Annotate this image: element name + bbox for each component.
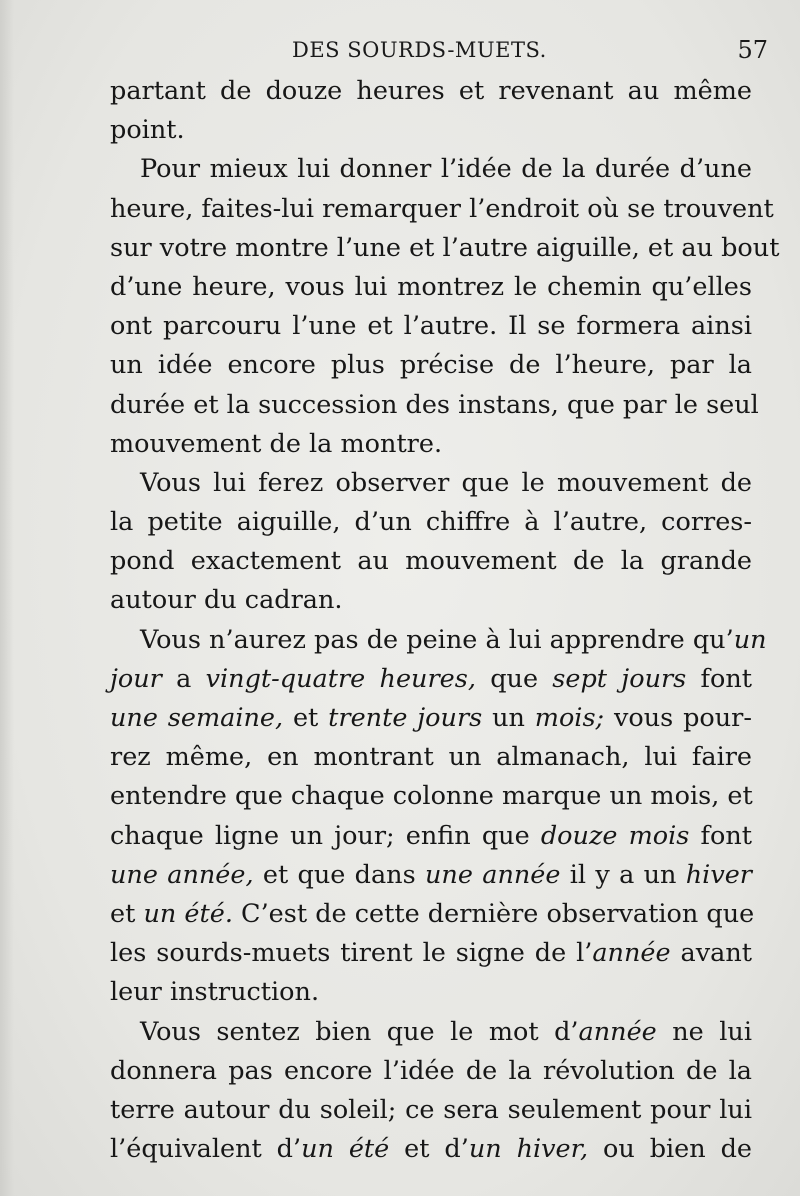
text-run: ne lui: [656, 1016, 752, 1047]
italic-text: vingt-quatre heures,: [205, 663, 476, 694]
text-line: [110, 1052, 752, 1091]
text-line: [110, 973, 752, 1012]
text-line: [110, 190, 774, 229]
text-run: autour du cadran.: [110, 585, 343, 616]
italic-text: année: [592, 938, 671, 969]
text-line: [110, 111, 752, 150]
text-run: un: [482, 703, 535, 733]
text-run: leur instruction.: [110, 977, 320, 1008]
text-run: font: [686, 663, 752, 694]
text-line: [110, 229, 780, 268]
text-line: [110, 542, 752, 581]
text-run: la petite aiguille, d’un chiffre à l’autre, corres-: [110, 507, 752, 538]
italic-text: un hiver,: [468, 1134, 589, 1165]
text-line: [110, 934, 752, 973]
text-run: chaque ligne un jour; enfin que: [110, 820, 541, 851]
text-run: et: [283, 703, 329, 733]
text-run: avant: [670, 938, 752, 969]
text-run: sur votre montre l’une et l’autre aiguille, et au bout: [110, 232, 780, 263]
italic-text: un: [733, 624, 767, 655]
text-run: Vous sentez bien que le mot d’: [140, 1016, 579, 1047]
text-run: entendre que chaque colonne marque un mois, et: [110, 781, 753, 812]
text-run: Pour mieux lui donner l’idée de la durée d’une: [140, 154, 752, 185]
text-line: [110, 346, 752, 385]
text-line: [110, 699, 752, 738]
text-run: que: [475, 663, 553, 694]
italic-text: sept jours: [552, 663, 687, 694]
text-run: point.: [110, 115, 185, 146]
text-run: d’une heure, vous lui montrez le chemin qu’elles: [110, 271, 752, 302]
text-line: [110, 1091, 752, 1130]
text-line: [110, 817, 752, 856]
text-line: [110, 150, 752, 189]
text-run: Vous n’aurez pas de peine à lui apprendre qu’: [140, 624, 734, 655]
text-run: et que dans: [253, 859, 425, 890]
text-run: ont parcouru l’une et l’autre. Il se formera ainsi: [110, 311, 752, 342]
text-line: [110, 1013, 752, 1052]
text-line: [110, 268, 752, 307]
text-line: [110, 307, 752, 346]
text-run: donnera pas encore l’idée de la révolution de la: [110, 1055, 752, 1086]
running-title: DES SOURDS-MUETS.: [292, 38, 547, 62]
text-run: Vous lui ferez observer que le mouvement de: [140, 467, 752, 498]
text-run: a: [161, 663, 206, 694]
text-run: partant de douze heures et revenant au même: [110, 76, 752, 106]
italic-text: une semaine,: [110, 703, 284, 733]
text-run: un idée encore plus précise de l’heure, par la: [110, 350, 752, 381]
text-run: mouvement de la montre.: [110, 428, 443, 459]
text-run: ou bien de: [588, 1134, 752, 1165]
text-run: les sourds-muets tirent le signe de l’: [110, 938, 593, 969]
text-run: et: [110, 898, 144, 929]
text-run: heure, faites-lui remarquer l’endroit où se trouvent: [110, 193, 774, 224]
text-line: [110, 1130, 752, 1169]
text-run: terre autour du soleil; ce sera seulement pour lui: [110, 1094, 752, 1125]
italic-text: mois;: [534, 703, 605, 733]
text-line: [110, 738, 752, 777]
page-number: 57: [737, 36, 768, 64]
body-text: [110, 72, 780, 1169]
italic-text: une année,: [110, 859, 254, 890]
italic-text: douze mois: [540, 820, 690, 851]
text-run: l’équivalent d’: [110, 1134, 302, 1165]
text-line: [110, 425, 752, 464]
running-head: [0, 34, 800, 74]
text-line: [110, 621, 767, 660]
text-run: C’est de cette dernière observation que: [232, 898, 755, 929]
text-line: [110, 660, 752, 699]
text-line: [110, 777, 752, 816]
text-run: vous pour-: [604, 703, 752, 733]
page-edge-shadow: [0, 0, 14, 1196]
text-run: il y a un: [560, 859, 686, 890]
text-line: [110, 581, 752, 620]
italic-text: trente jours: [328, 703, 483, 733]
italic-text: jour: [110, 663, 162, 694]
text-line: [110, 895, 755, 934]
text-run: durée et la succession des instans, que par le seul: [110, 389, 759, 420]
text-line: [110, 503, 752, 542]
text-line: [110, 856, 752, 895]
italic-text: un été.: [143, 898, 233, 929]
text-line: [110, 386, 759, 425]
text-run: et d’: [389, 1134, 469, 1165]
italic-text: un été: [301, 1134, 390, 1165]
italic-text: une année: [425, 859, 561, 890]
text-line: [110, 72, 752, 111]
text-run: rez même, en montrant un almanach, lui faire: [110, 742, 752, 773]
text-run: font: [689, 820, 752, 851]
text-line: [110, 464, 752, 503]
italic-text: hiver: [685, 859, 752, 890]
italic-text: année: [578, 1016, 657, 1047]
text-run: pond exactement au mouvement de la grande: [110, 546, 752, 577]
